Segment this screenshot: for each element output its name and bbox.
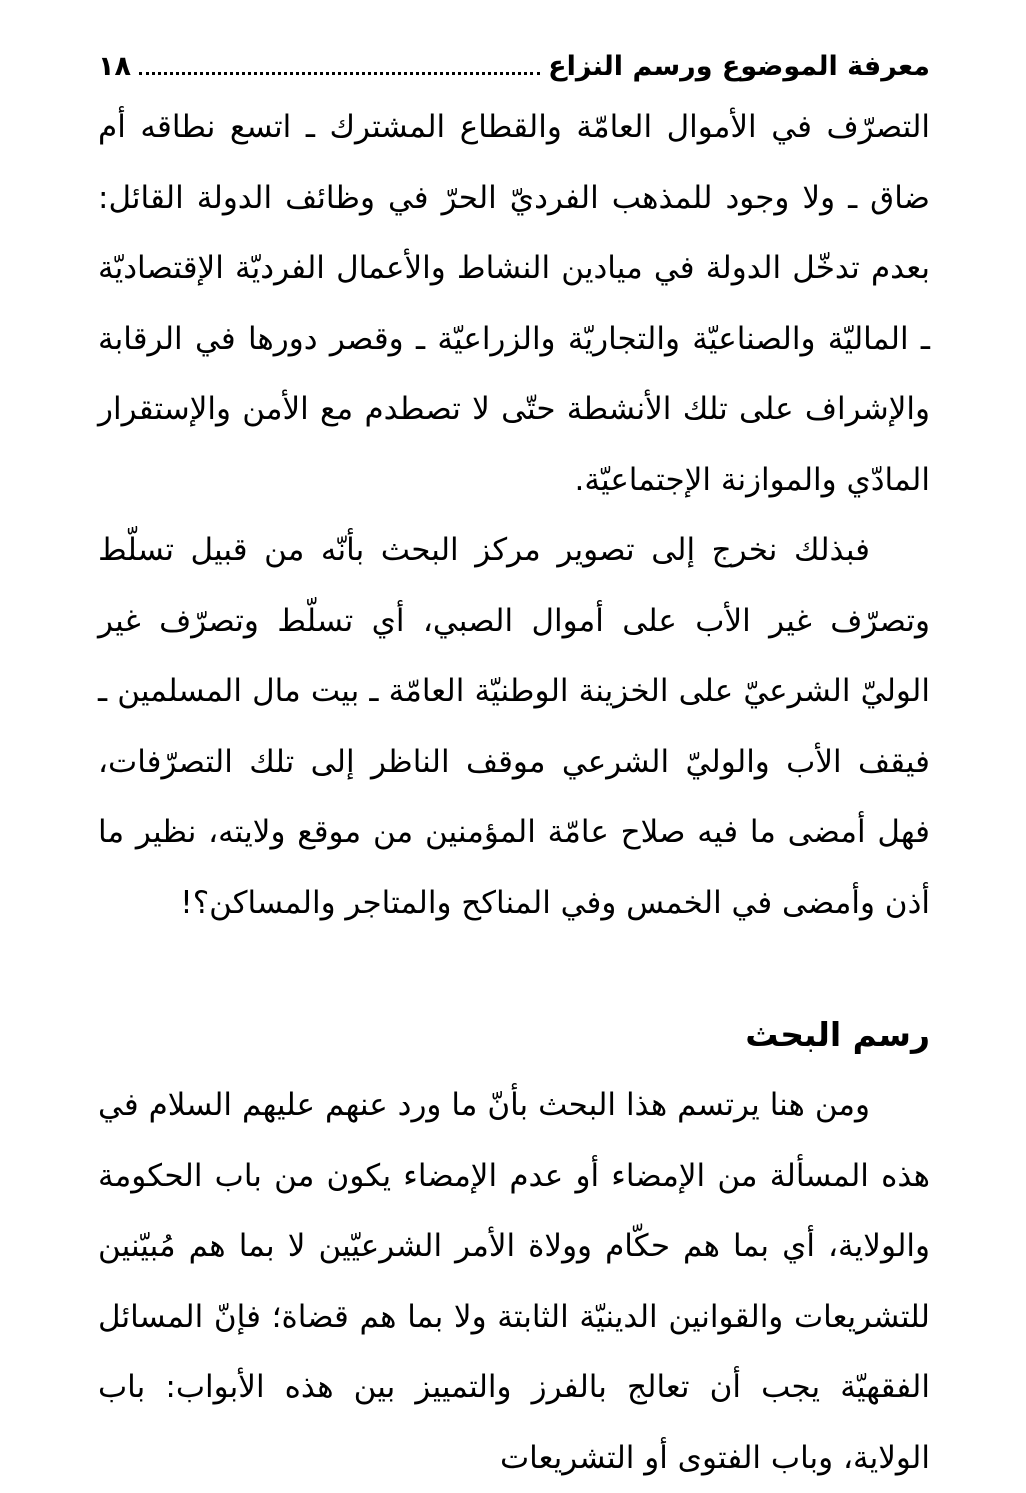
running-header — [98, 36, 930, 92]
paragraph-research-outline: ومن هنا يرتسم هذا البحث بأنّ ما ورد عنهم عليهم السلام في هذه المسألة من الإمضاء أو عدم الإمضاء يكون من باب الحكومة والولاية، أي بما هم حكّام وولاة الأمر الشرعيّين لا بما هم مُبيّنين للتشريعات والقوانين الدينيّة الثابتة ولا بما هم قضاة؛ فإنّ المسائل الفقهيّة يجب أن تعالج بالفرز والتمييز بين هذه الأبواب: باب الولاية، وباب الفتوى أو التشريعات — [98, 1087, 930, 1476]
header-dot-leader — [139, 36, 540, 75]
section-heading: رسم البحث — [745, 1015, 930, 1054]
paragraph-continuation: التصرّف في الأموال العامّة والقطاع المشترك ـ اتسع نطاقه أم ضاق ـ ولا وجود للمذهب الفرديّ الحرّ في وظائف الدولة القائل: بعدم تدخّل الدولة في ميادين النشاط والأعمال الفرديّة الإقتصاديّة ـ الماليّة والصناعيّة والتجاريّة والزراعيّة ـ وقصر دورها في الرقابة والإشراف على تلك الأنشطة حتّى لا تصطدم مع الأمن والإستقرار المادّي والموازنة الإجتماعيّة. — [98, 109, 930, 498]
page-number: ١٨ — [98, 51, 131, 82]
paragraph-research-position: فبذلك نخرج إلى تصوير مركز البحث بأنّه من قبيل تسلّط وتصرّف غير الأب على أموال الصبي، أي تسلّط وتصرّف غير الوليّ الشرعيّ على الخزينة الوطنيّة العامّة ـ بيت مال المسلمين ـ فيقف الأب والوليّ الشرعي موقف الناظر إلى تلك التصرّفات، فهل أمضى ما فيه صلاح عامّة المؤمنين من موقع ولايته، نظير ما أذن وأمضى في الخمس وفي المناكح والمتاجر والمساكن؟! — [98, 532, 930, 921]
book-page — [98, 36, 930, 1476]
header-title: معرفة الموضوع ورسم النزاع — [548, 51, 930, 82]
